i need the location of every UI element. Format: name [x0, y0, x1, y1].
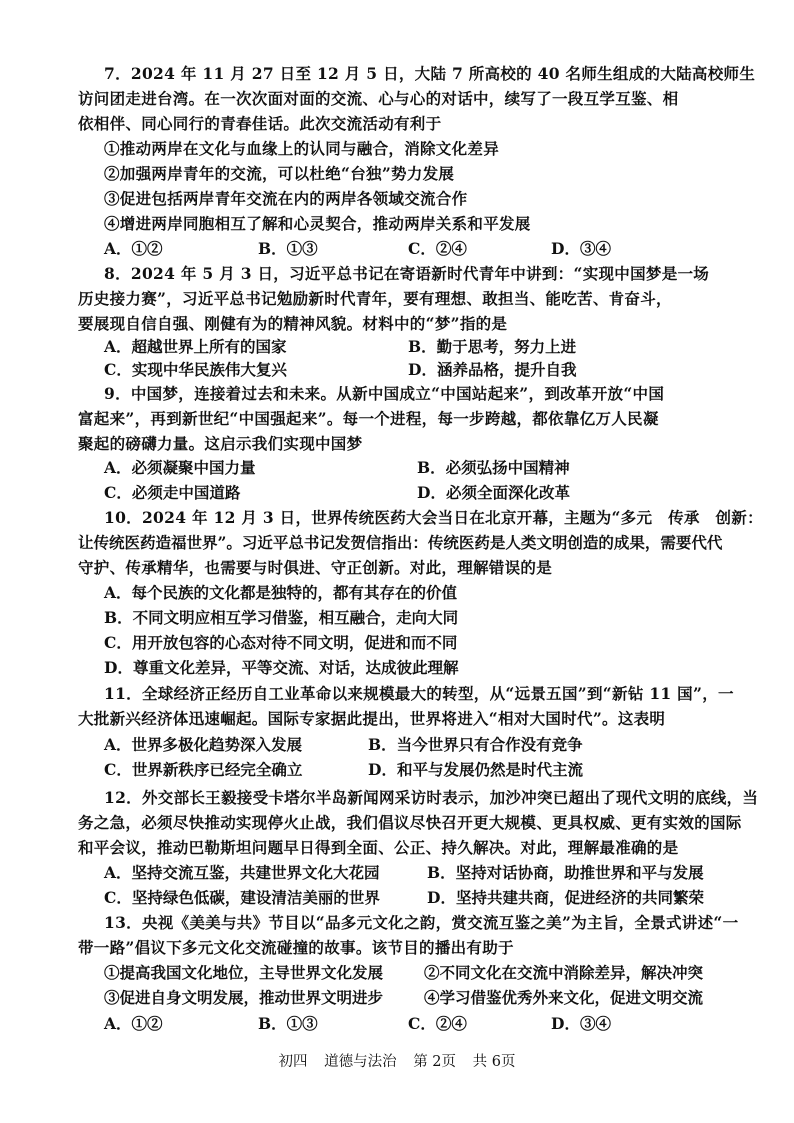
q8-stem-line2: 历史接力赛”，习近平总书记勉励新时代青年，要有理想、敢担当、能吃苦、肯奋斗， — [78, 289, 672, 308]
q13-option-b: B．①③ — [258, 1014, 318, 1033]
q9-option-a: A．必须凝聚中国力量 — [104, 458, 256, 477]
q13-item-3: ③促进自身文明发展，推动世界文明进步 — [104, 988, 384, 1007]
q10-option-a: A．每个民族的文化都是独特的，都有其存在的价值 — [104, 583, 458, 602]
q8-option-b: B．勤于思考，努力上进 — [408, 337, 577, 356]
q8-option-c: C．实现中华民族伟大复兴 — [104, 360, 287, 379]
q7-option-b: B．①③ — [258, 239, 318, 258]
q11-option-b: B．当今世界只有合作没有竞争 — [368, 735, 583, 754]
q8-stem-line1: 8．2024 年 5 月 3 日，习近平总书记在寄语新时代青年中讲到：“实现中国梦是一场 — [104, 264, 710, 283]
q10-option-b: B．不同文明应相互学习借鉴，相互融合，走向大同 — [104, 608, 459, 627]
q7-item-1: ①推动两岸在文化与血缘上的认同与融合，消除文化差异 — [104, 139, 500, 158]
q7-item-2: ②加强两岸青年的交流，可以杜绝“台独”势力发展 — [104, 164, 455, 183]
q13-item-1: ①提高我国文化地位，主导世界文化发展 — [104, 963, 384, 982]
q7-stem-line3: 依相伴、同心同行的青春佳话。此次交流活动有利于 — [78, 114, 442, 133]
q12-stem-line3: 和平会议，推动巴勒斯坦问题早日得到全面、公正、持久解决。对此，理解最准确的是 — [78, 838, 679, 857]
q12-option-c: C．坚持绿色低碳，建设清洁美丽的世界 — [104, 888, 380, 907]
q11-option-a: A．世界多极化趋势深入发展 — [104, 735, 303, 754]
q13-stem-line2: 带一路”倡议下多元文化交流碰撞的故事。该节目的播出有助于 — [78, 938, 514, 957]
q13-item-2: ②不同文化在交流中消除差异，解决冲突 — [424, 963, 704, 982]
q12-option-b: B．坚持对话协商，助推世界和平与发展 — [427, 863, 704, 882]
q11-option-d: D．和平与发展仍然是时代主流 — [368, 760, 583, 779]
q10-option-c: C．用开放包容的心态对待不同文明，促进和而不同 — [104, 633, 458, 652]
q13-option-a: A．①② — [104, 1014, 163, 1033]
q7-option-d: D．③④ — [551, 239, 611, 258]
q12-option-d: D．坚持共建共商，促进经济的共同繁荣 — [427, 888, 704, 907]
q12-option-a: A．坚持交流互鉴，共建世界文化大花园 — [104, 863, 380, 882]
q11-stem-line1: 11．全球经济正经历自工业革命以来规模最大的转型，从“远景五国”到“新钻 11 国”，一 — [104, 684, 734, 703]
q13-option-c: C．②④ — [408, 1014, 467, 1033]
q7-item-3: ③促进包括两岸青年交流在内的两岸各领域交流合作 — [104, 189, 468, 208]
q8-option-d: D．涵养品格，提升自我 — [408, 360, 577, 379]
q11-stem-line2: 大批新兴经济体迅速崛起。国际专家据此提出，世界将进入“相对大国时代”。这表明 — [78, 709, 666, 728]
q10-stem-line1: 10．2024 年 12 月 3 日，世界传统医药大会当日在北京开幕，主题为“多元 传承 创新： — [104, 508, 763, 527]
q7-option-c: C．②④ — [408, 239, 467, 258]
q7-stem-line2: 访问团走进台湾。在一次次面对面的交流、心与心的对话中，续写了一段互学互鉴、相 — [78, 89, 679, 108]
footer-grade: 初四 — [278, 1054, 308, 1070]
q7-option-a: A．①② — [104, 239, 163, 258]
q9-option-d: D．必须全面深化改革 — [417, 483, 570, 502]
q13-option-d: D．③④ — [551, 1014, 611, 1033]
footer-page-number: 第 2页 — [413, 1054, 457, 1070]
q8-option-a: A．超越世界上所有的国家 — [104, 337, 287, 356]
q8-stem-line3: 要展现自信自强、刚健有为的精神风貌。材料中的“梦”指的是 — [78, 314, 508, 333]
q12-stem-line1: 12．外交部长王毅接受卡塔尔半岛新闻网采访时表示，加沙冲突已超出了现代文明的底线，当 — [104, 788, 759, 807]
q13-stem-line1: 13．央视《美美与共》节目以“品多元文化之韵，赏交流互鉴之美”为主旨，全景式讲述“一 — [104, 913, 739, 932]
q9-option-b: B．必须弘扬中国精神 — [417, 458, 570, 477]
q9-option-c: C．必须走中国道路 — [104, 483, 241, 502]
q11-option-c: C．世界新秩序已经完全确立 — [104, 760, 303, 779]
q10-stem-line2: 让传统医药造福世界”。习近平总书记发贺信指出：传统医药是人类文明创造的成果，需要代代 — [78, 533, 723, 552]
q9-stem-line2: 富起来”，再到新世纪“中国强起来”。每一个进程，每一步跨越，都依靠亿万人民凝 — [78, 409, 659, 428]
q7-stem-line1: 7．2024 年 11 月 27 日至 12 月 5 日，大陆 7 所高校的 40 名师生组成的大陆高校师生 — [104, 64, 756, 83]
footer-total-pages: 共 6页 — [472, 1054, 516, 1070]
q10-stem-line3: 守护、传承精华，也需要与时俱进、守正创新。对此，理解错误的是 — [78, 558, 553, 577]
q7-item-4: ④增进两岸同胞相互了解和心灵契合，推动两岸关系和平发展 — [104, 214, 531, 233]
q9-stem-line3: 聚起的磅礴力量。这启示我们实现中国梦 — [78, 434, 363, 453]
page-footer — [0, 1052, 794, 1072]
q9-stem-line1: 9．中国梦，连接着过去和未来。从新中国成立“中国站起来”，到改革开放“中国 — [104, 384, 665, 403]
q12-stem-line2: 务之急，必须尽快推动实现停火止战，我们倡议尽快召开更大规模、更具权威、更有实效的国际 — [78, 813, 742, 832]
q13-item-4: ④学习借鉴优秀外来文化，促进文明交流 — [424, 988, 704, 1007]
q10-option-d: D．尊重文化差异，平等交流、对话，达成彼此理解 — [104, 658, 459, 677]
footer-subject: 道德与法治 — [324, 1054, 397, 1070]
